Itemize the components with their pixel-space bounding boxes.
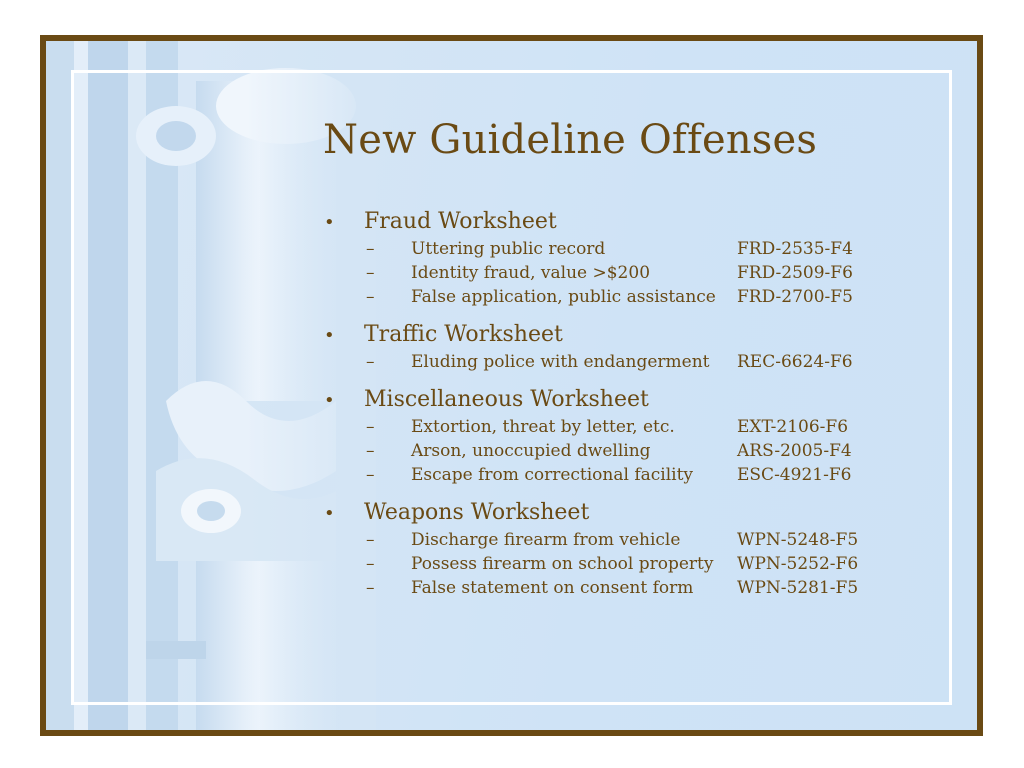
dash-icon: –	[366, 417, 375, 437]
section-heading	[316, 387, 936, 417]
dash-icon: –	[366, 441, 375, 461]
section-heading	[316, 322, 936, 352]
list-item	[316, 441, 936, 465]
section-heading	[316, 500, 936, 530]
list-item	[316, 417, 936, 441]
offense-code: WPN-5252-F6	[737, 554, 859, 574]
offense-code: FRD-2509-F6	[737, 263, 853, 283]
offense-label: Discharge firearm from vehicle	[411, 530, 681, 550]
section-title: Miscellaneous Worksheet	[364, 387, 649, 412]
offense-label: Possess firearm on school property	[411, 554, 714, 574]
bullet-icon: •	[324, 325, 335, 346]
list-item	[316, 554, 936, 578]
offense-code: FRD-2535-F4	[737, 239, 853, 259]
dash-icon: –	[366, 578, 375, 598]
offense-label: Uttering public record	[411, 239, 606, 259]
slide	[46, 41, 977, 730]
slide-content	[316, 209, 936, 613]
offense-label: False statement on consent form	[411, 578, 694, 598]
section-weapons	[316, 500, 936, 602]
bullet-icon: •	[324, 503, 335, 524]
offense-label: Escape from correctional facility	[411, 465, 694, 485]
bullet-icon: •	[324, 390, 335, 411]
section-fraud	[316, 209, 936, 311]
offense-code: WPN-5248-F5	[737, 530, 859, 550]
offense-label: Arson, unoccupied dwelling	[411, 441, 651, 461]
slide-title: New Guideline Offenses	[323, 117, 818, 163]
list-item	[316, 578, 936, 602]
section-miscellaneous	[316, 387, 936, 489]
dash-icon: –	[366, 263, 375, 283]
slide-frame	[40, 35, 983, 736]
dash-icon: –	[366, 239, 375, 259]
offense-label: Eluding police with endangerment	[411, 352, 710, 372]
offense-code: ARS-2005-F4	[737, 441, 852, 461]
offense-code: ESC-4921-F6	[737, 465, 852, 485]
dash-icon: –	[366, 465, 375, 485]
dash-icon: –	[366, 530, 375, 550]
section-title: Fraud Worksheet	[364, 209, 557, 234]
dash-icon: –	[366, 287, 375, 307]
offense-code: FRD-2700-F5	[737, 287, 853, 307]
list-item	[316, 287, 936, 311]
dash-icon: –	[366, 554, 375, 574]
dash-icon: –	[366, 352, 375, 372]
offense-label: False application, public assistance	[411, 287, 716, 307]
list-item	[316, 239, 936, 263]
list-item	[316, 465, 936, 489]
list-item	[316, 530, 936, 554]
offense-code: REC-6624-F6	[737, 352, 853, 372]
offense-code: EXT-2106-F6	[737, 417, 849, 437]
section-title: Weapons Worksheet	[364, 500, 590, 525]
offense-label: Extortion, threat by letter, etc.	[411, 417, 675, 437]
list-item	[316, 352, 936, 376]
offense-label: Identity fraud, value >$200	[411, 263, 651, 283]
section-title: Traffic Worksheet	[364, 322, 563, 347]
section-traffic	[316, 322, 936, 376]
bullet-icon: •	[324, 212, 335, 233]
offense-code: WPN-5281-F5	[737, 578, 859, 598]
section-heading	[316, 209, 936, 239]
list-item	[316, 263, 936, 287]
